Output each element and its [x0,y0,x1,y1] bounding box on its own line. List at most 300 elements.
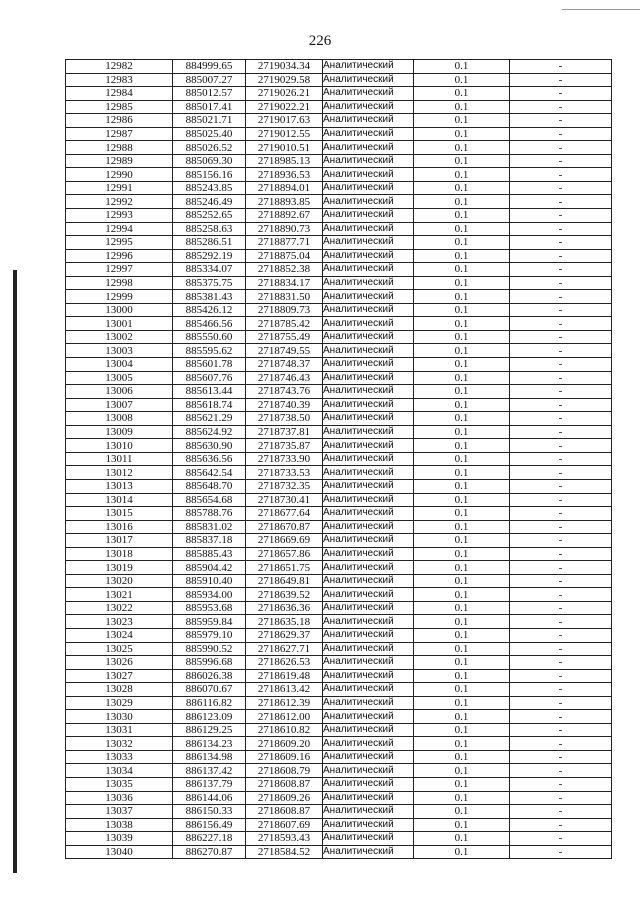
accuracy-cell: 0.1 [414,805,510,819]
table-row [66,330,612,344]
note-cell: - [510,479,612,493]
note-cell: - [510,222,612,236]
y-coordinate-cell: 2718607.69 [246,818,323,832]
note-cell: - [510,290,612,304]
note-cell: - [510,425,612,439]
point-number-cell: 12987 [66,127,173,141]
x-coordinate-cell: 885613.44 [173,385,246,399]
method-cell: Аналитический [323,195,414,209]
method-cell: Аналитический [323,60,414,74]
accuracy-cell: 0.1 [414,642,510,656]
note-cell: - [510,737,612,751]
note-cell: - [510,209,612,223]
y-coordinate-cell: 2718609.16 [246,750,323,764]
accuracy-cell: 0.1 [414,832,510,846]
table-row [66,534,612,548]
method-cell: Аналитический [323,371,414,385]
table-row [66,466,612,480]
point-number-cell: 13032 [66,737,173,751]
method-cell: Аналитический [323,507,414,521]
point-number-cell: 13039 [66,832,173,846]
point-number-cell: 13033 [66,750,173,764]
method-cell: Аналитический [323,534,414,548]
method-cell: Аналитический [323,791,414,805]
x-coordinate-cell: 885788.76 [173,507,246,521]
point-number-cell: 13031 [66,723,173,737]
method-cell: Аналитический [323,574,414,588]
note-cell: - [510,764,612,778]
coordinates-table [65,59,612,859]
method-cell: Аналитический [323,818,414,832]
x-coordinate-cell: 886156.49 [173,818,246,832]
accuracy-cell: 0.1 [414,777,510,791]
x-coordinate-cell: 885375.75 [173,276,246,290]
x-coordinate-cell: 885642.54 [173,466,246,480]
method-cell: Аналитический [323,154,414,168]
method-cell: Аналитический [323,181,414,195]
y-coordinate-cell: 2718612.00 [246,710,323,724]
table-row [66,398,612,412]
method-cell: Аналитический [323,73,414,87]
accuracy-cell: 0.1 [414,479,510,493]
accuracy-cell: 0.1 [414,466,510,480]
point-number-cell: 13027 [66,669,173,683]
accuracy-cell: 0.1 [414,87,510,101]
table-row [66,601,612,615]
table-row [66,73,612,87]
point-number-cell: 13029 [66,696,173,710]
y-coordinate-cell: 2718610.82 [246,723,323,737]
table-row [66,669,612,683]
point-number-cell: 13019 [66,561,173,575]
x-coordinate-cell: 885012.57 [173,87,246,101]
table-row [66,818,612,832]
page-number: 226 [308,33,332,49]
x-coordinate-cell: 885021.71 [173,114,246,128]
y-coordinate-cell: 2718626.53 [246,656,323,670]
table-row [66,845,612,859]
x-coordinate-cell: 885831.02 [173,520,246,534]
y-coordinate-cell: 2718748.37 [246,358,323,372]
table-row [66,710,612,724]
x-coordinate-cell: 885426.12 [173,303,246,317]
note-cell: - [510,127,612,141]
note-cell: - [510,263,612,277]
method-cell: Аналитический [323,141,414,155]
y-coordinate-cell: 2718608.87 [246,805,323,819]
x-coordinate-cell: 885885.43 [173,547,246,561]
note-cell: - [510,398,612,412]
y-coordinate-cell: 2718892.67 [246,209,323,223]
y-coordinate-cell: 2718639.52 [246,588,323,602]
margin-binding-bar [13,270,17,873]
point-number-cell: 12992 [66,195,173,209]
x-coordinate-cell: 885618.74 [173,398,246,412]
table-row [66,303,612,317]
method-cell: Аналитический [323,344,414,358]
note-cell: - [510,561,612,575]
note-cell: - [510,452,612,466]
accuracy-cell: 0.1 [414,534,510,548]
x-coordinate-cell: 885156.16 [173,168,246,182]
y-coordinate-cell: 2719029.58 [246,73,323,87]
point-number-cell: 13022 [66,601,173,615]
point-number-cell: 12983 [66,73,173,87]
note-cell: - [510,601,612,615]
accuracy-cell: 0.1 [414,344,510,358]
point-number-cell: 12989 [66,154,173,168]
point-number-cell: 12982 [66,60,173,74]
point-number-cell: 13016 [66,520,173,534]
y-coordinate-cell: 2718738.50 [246,412,323,426]
x-coordinate-cell: 885025.40 [173,127,246,141]
method-cell: Аналитический [323,628,414,642]
method-cell: Аналитический [323,303,414,317]
y-coordinate-cell: 2719012.55 [246,127,323,141]
note-cell: - [510,276,612,290]
y-coordinate-cell: 2719034.34 [246,60,323,74]
x-coordinate-cell: 885837.18 [173,534,246,548]
note-cell: - [510,195,612,209]
note-cell: - [510,73,612,87]
note-cell: - [510,507,612,521]
method-cell: Аналитический [323,385,414,399]
x-coordinate-cell: 885258.63 [173,222,246,236]
method-cell: Аналитический [323,601,414,615]
y-coordinate-cell: 2718831.50 [246,290,323,304]
accuracy-cell: 0.1 [414,507,510,521]
y-coordinate-cell: 2718635.18 [246,615,323,629]
x-coordinate-cell: 885654.68 [173,493,246,507]
x-coordinate-cell: 885648.70 [173,479,246,493]
method-cell: Аналитический [323,479,414,493]
accuracy-cell: 0.1 [414,60,510,74]
y-coordinate-cell: 2718619.48 [246,669,323,683]
method-cell: Аналитический [323,330,414,344]
method-cell: Аналитический [323,263,414,277]
accuracy-cell: 0.1 [414,425,510,439]
x-coordinate-cell: 885381.43 [173,290,246,304]
table-row [66,236,612,250]
x-coordinate-cell: 885069.30 [173,154,246,168]
point-number-cell: 12990 [66,168,173,182]
method-cell: Аналитический [323,87,414,101]
point-number-cell: 12993 [66,209,173,223]
y-coordinate-cell: 2718649.81 [246,574,323,588]
method-cell: Аналитический [323,845,414,859]
y-coordinate-cell: 2718875.04 [246,249,323,263]
x-coordinate-cell: 885990.52 [173,642,246,656]
point-number-cell: 13038 [66,818,173,832]
point-number-cell: 12985 [66,100,173,114]
table-row [66,452,612,466]
x-coordinate-cell: 886137.42 [173,764,246,778]
x-coordinate-cell: 885292.19 [173,249,246,263]
table-row [66,696,612,710]
point-number-cell: 13004 [66,358,173,372]
method-cell: Аналитический [323,805,414,819]
table-row [66,60,612,74]
accuracy-cell: 0.1 [414,723,510,737]
accuracy-cell: 0.1 [414,750,510,764]
accuracy-cell: 0.1 [414,398,510,412]
accuracy-cell: 0.1 [414,330,510,344]
x-coordinate-cell: 886134.98 [173,750,246,764]
point-number-cell: 13010 [66,439,173,453]
method-cell: Аналитический [323,615,414,629]
accuracy-cell: 0.1 [414,574,510,588]
accuracy-cell: 0.1 [414,656,510,670]
x-coordinate-cell: 885334.07 [173,263,246,277]
point-number-cell: 12995 [66,236,173,250]
y-coordinate-cell: 2718893.85 [246,195,323,209]
x-coordinate-cell: 886150.33 [173,805,246,819]
accuracy-cell: 0.1 [414,181,510,195]
accuracy-cell: 0.1 [414,385,510,399]
accuracy-cell: 0.1 [414,845,510,859]
point-number-cell: 12998 [66,276,173,290]
accuracy-cell: 0.1 [414,236,510,250]
x-coordinate-cell: 885007.27 [173,73,246,87]
x-coordinate-cell: 885601.78 [173,358,246,372]
note-cell: - [510,723,612,737]
y-coordinate-cell: 2718743.76 [246,385,323,399]
point-number-cell: 13006 [66,385,173,399]
table-row [66,507,612,521]
note-cell: - [510,642,612,656]
accuracy-cell: 0.1 [414,683,510,697]
table-row [66,385,612,399]
accuracy-cell: 0.1 [414,710,510,724]
method-cell: Аналитический [323,832,414,846]
y-coordinate-cell: 2718732.35 [246,479,323,493]
table-row [66,290,612,304]
point-number-cell: 13017 [66,534,173,548]
y-coordinate-cell: 2718755.49 [246,330,323,344]
y-coordinate-cell: 2719022.21 [246,100,323,114]
y-coordinate-cell: 2718609.26 [246,791,323,805]
accuracy-cell: 0.1 [414,100,510,114]
method-cell: Аналитический [323,358,414,372]
method-cell: Аналитический [323,669,414,683]
point-number-cell: 13037 [66,805,173,819]
method-cell: Аналитический [323,100,414,114]
x-coordinate-cell: 885934.00 [173,588,246,602]
x-coordinate-cell: 885624.92 [173,425,246,439]
note-cell: - [510,181,612,195]
table-row [66,683,612,697]
method-cell: Аналитический [323,777,414,791]
point-number-cell: 12991 [66,181,173,195]
table-row [66,574,612,588]
point-number-cell: 13005 [66,371,173,385]
note-cell: - [510,154,612,168]
accuracy-cell: 0.1 [414,168,510,182]
table-row [66,249,612,263]
accuracy-cell: 0.1 [414,764,510,778]
y-coordinate-cell: 2718608.79 [246,764,323,778]
x-coordinate-cell: 885621.29 [173,412,246,426]
x-coordinate-cell: 885286.51 [173,236,246,250]
note-cell: - [510,710,612,724]
table-row [66,615,612,629]
y-coordinate-cell: 2719017.63 [246,114,323,128]
table-row [66,547,612,561]
y-coordinate-cell: 2718740.39 [246,398,323,412]
accuracy-cell: 0.1 [414,127,510,141]
note-cell: - [510,344,612,358]
note-cell: - [510,845,612,859]
x-coordinate-cell: 885246.49 [173,195,246,209]
point-number-cell: 13021 [66,588,173,602]
y-coordinate-cell: 2718613.42 [246,683,323,697]
note-cell: - [510,683,612,697]
x-coordinate-cell: 885996.68 [173,656,246,670]
note-cell: - [510,805,612,819]
note-cell: - [510,615,612,629]
note-cell: - [510,303,612,317]
table-row [66,425,612,439]
top-rule [562,9,640,10]
note-cell: - [510,168,612,182]
note-cell: - [510,371,612,385]
method-cell: Аналитический [323,209,414,223]
point-number-cell: 13036 [66,791,173,805]
note-cell: - [510,412,612,426]
y-coordinate-cell: 2718733.90 [246,452,323,466]
x-coordinate-cell: 886116.82 [173,696,246,710]
y-coordinate-cell: 2718877.71 [246,236,323,250]
table-row [66,656,612,670]
y-coordinate-cell: 2718733.53 [246,466,323,480]
table-row [66,439,612,453]
table-row [66,263,612,277]
accuracy-cell: 0.1 [414,222,510,236]
point-number-cell: 12996 [66,249,173,263]
table-row [66,141,612,155]
method-cell: Аналитический [323,452,414,466]
method-cell: Аналитический [323,425,414,439]
point-number-cell: 13018 [66,547,173,561]
y-coordinate-cell: 2718609.20 [246,737,323,751]
note-cell: - [510,100,612,114]
table-row [66,344,612,358]
table-row [66,561,612,575]
y-coordinate-cell: 2718657.86 [246,547,323,561]
table-row [66,764,612,778]
method-cell: Аналитический [323,114,414,128]
accuracy-cell: 0.1 [414,141,510,155]
method-cell: Аналитический [323,493,414,507]
point-number-cell: 13024 [66,628,173,642]
point-number-cell: 13030 [66,710,173,724]
method-cell: Аналитический [323,222,414,236]
note-cell: - [510,588,612,602]
y-coordinate-cell: 2718670.87 [246,520,323,534]
note-cell: - [510,141,612,155]
note-cell: - [510,574,612,588]
table-row [66,181,612,195]
y-coordinate-cell: 2718809.73 [246,303,323,317]
method-cell: Аналитический [323,561,414,575]
point-number-cell: 13028 [66,683,173,697]
note-cell: - [510,236,612,250]
x-coordinate-cell: 886123.09 [173,710,246,724]
y-coordinate-cell: 2718636.36 [246,601,323,615]
y-coordinate-cell: 2718936.53 [246,168,323,182]
note-cell: - [510,628,612,642]
accuracy-cell: 0.1 [414,371,510,385]
method-cell: Аналитический [323,764,414,778]
note-cell: - [510,547,612,561]
point-number-cell: 12986 [66,114,173,128]
note-cell: - [510,385,612,399]
table-row [66,832,612,846]
note-cell: - [510,493,612,507]
table-row [66,222,612,236]
table-row [66,479,612,493]
y-coordinate-cell: 2718785.42 [246,317,323,331]
note-cell: - [510,114,612,128]
x-coordinate-cell: 884999.65 [173,60,246,74]
x-coordinate-cell: 886026.38 [173,669,246,683]
x-coordinate-cell: 885252.65 [173,209,246,223]
point-number-cell: 12997 [66,263,173,277]
accuracy-cell: 0.1 [414,561,510,575]
method-cell: Аналитический [323,723,414,737]
accuracy-cell: 0.1 [414,290,510,304]
point-number-cell: 12984 [66,87,173,101]
accuracy-cell: 0.1 [414,791,510,805]
point-number-cell: 13009 [66,425,173,439]
y-coordinate-cell: 2718593.43 [246,832,323,846]
point-number-cell: 12988 [66,141,173,155]
table-row [66,317,612,331]
accuracy-cell: 0.1 [414,412,510,426]
method-cell: Аналитический [323,547,414,561]
table-row [66,493,612,507]
accuracy-cell: 0.1 [414,439,510,453]
x-coordinate-cell: 885636.56 [173,452,246,466]
accuracy-cell: 0.1 [414,737,510,751]
note-cell: - [510,750,612,764]
table-row [66,588,612,602]
x-coordinate-cell: 885595.62 [173,344,246,358]
y-coordinate-cell: 2718834.17 [246,276,323,290]
x-coordinate-cell: 886227.18 [173,832,246,846]
note-cell: - [510,317,612,331]
x-coordinate-cell: 885910.40 [173,574,246,588]
point-number-cell: 13035 [66,777,173,791]
table-row [66,520,612,534]
y-coordinate-cell: 2719026.21 [246,87,323,101]
accuracy-cell: 0.1 [414,114,510,128]
note-cell: - [510,439,612,453]
table-row [66,127,612,141]
point-number-cell: 13008 [66,412,173,426]
table-row [66,737,612,751]
y-coordinate-cell: 2718584.52 [246,845,323,859]
note-cell: - [510,777,612,791]
point-number-cell: 13012 [66,466,173,480]
x-coordinate-cell: 886144.06 [173,791,246,805]
y-coordinate-cell: 2718737.81 [246,425,323,439]
x-coordinate-cell: 886134.23 [173,737,246,751]
method-cell: Аналитический [323,236,414,250]
x-coordinate-cell: 885243.85 [173,181,246,195]
point-number-cell: 13001 [66,317,173,331]
method-cell: Аналитический [323,249,414,263]
